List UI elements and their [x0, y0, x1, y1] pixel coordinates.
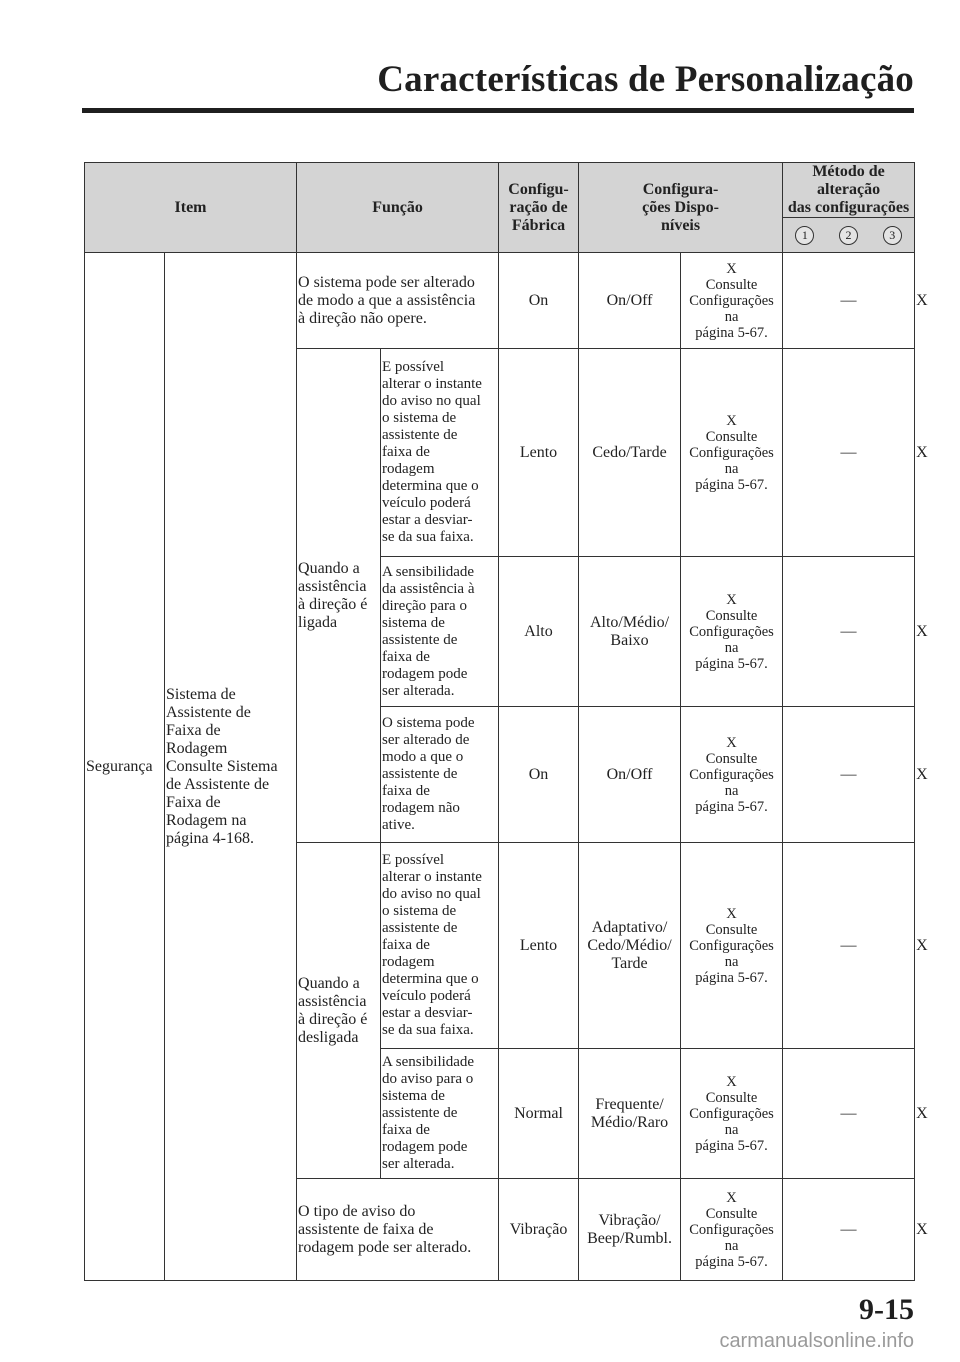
method-3-icon: 3	[883, 226, 902, 245]
text-line: Vibração/	[598, 1211, 661, 1229]
text-line: Rodagem	[166, 739, 228, 757]
text-line: Consulte	[705, 1205, 758, 1222]
text-line: veículo poderá	[382, 988, 471, 1004]
config-fabrica-value: On	[499, 707, 579, 843]
text-line: O sistema pode	[382, 715, 475, 731]
text-line: na	[724, 460, 739, 477]
text-line: Configurações	[689, 766, 774, 783]
table-row: Segurança Sistema de Assistente de Faixa de Rodagem Consulte Sistema de Assistente de Faixa de Rodagem na página 4-168. O sistema pode ser alterado de modo a que a assistência à direção não opere. On On/Off X Consulte Configurações na página 5-67. — X	[85, 253, 915, 349]
config-fabrica-value: Lento	[499, 843, 579, 1049]
text-line: O tipo de aviso do	[298, 1202, 416, 1220]
text-line: níveis	[660, 216, 701, 234]
table-row: Quando a assistência à direção é ligada E possível alterar o instante do aviso no qual o sistema de assistente de faixa de rodagem determina que o veículo poderá estar a desviar- se da sua faixa. Lento Cedo/Tarde X Consulte Configurações na página 5-67. — X	[85, 349, 915, 557]
method-2-value: —	[783, 557, 915, 707]
header-metodo	[783, 163, 915, 218]
text-line: se da sua faixa.	[382, 1022, 474, 1038]
header-item: Item	[85, 163, 297, 253]
text-line: X	[726, 1189, 737, 1206]
text-line: na	[724, 639, 739, 656]
method-2-value: —	[783, 843, 915, 1049]
text-line: E possível	[382, 359, 445, 375]
text-line: Configu-	[508, 180, 569, 198]
text-line: ções Dispo-	[642, 198, 719, 216]
sistema-description	[165, 253, 297, 1281]
text-line: X	[726, 905, 737, 922]
header-funcao: Função	[297, 163, 499, 253]
text-line: se da sua faixa.	[382, 529, 474, 545]
text-line: na	[724, 953, 739, 970]
text-line: On/Off	[606, 765, 653, 783]
text-line: assistente de	[382, 631, 458, 648]
text-line: faixa de	[382, 444, 430, 460]
text-line: da assistência à	[382, 580, 475, 597]
text-line: Consulte	[705, 750, 758, 767]
text-line: Faixa de	[166, 721, 221, 739]
text-line: rodagem não	[382, 800, 460, 816]
config-disponiveis-value	[579, 349, 681, 557]
text-line: sistema de	[382, 614, 445, 631]
text-line: faixa de	[382, 648, 430, 665]
text-line: Consulte	[705, 607, 758, 624]
text-line: X	[726, 260, 737, 277]
text-line: E possível	[382, 852, 445, 868]
text-line: do aviso para o	[382, 1071, 474, 1087]
text-line: Consulte	[705, 921, 758, 938]
config-fabrica-value: Vibração	[499, 1179, 579, 1281]
table-row: Quando a assistência à direção é desligada E possível alterar o instante do aviso no qual o sistema de assistente de faixa de rodagem determina que o veículo poderá estar a desviar- se da sua faixa. Lento Adaptativo/ Cedo/Médio/ Tarde X Consulte Configurações na página 5-67. — X	[85, 843, 915, 1049]
text-line: Método de alteração	[812, 163, 885, 198]
text-line: Configurações	[689, 292, 774, 309]
text-line: de Assistente de	[166, 775, 270, 793]
text-line: Frequente/	[595, 1095, 664, 1113]
text-line: assistente de	[382, 427, 458, 443]
text-line: veículo poderá	[382, 495, 471, 511]
text-line: à direção é	[298, 595, 368, 613]
config-fabrica-value: Alto	[499, 557, 579, 707]
text-line: X	[726, 1073, 737, 1090]
header-config-fabrica	[499, 163, 579, 253]
text-line: na	[724, 308, 739, 325]
method-2-value: —	[783, 1049, 915, 1179]
funcao-cell	[381, 557, 499, 707]
watermark: carmanualsonline.info	[719, 1330, 914, 1352]
text-line: determina que o	[382, 478, 479, 494]
method-2-value: —	[783, 1179, 915, 1281]
text-line: Fábrica	[511, 216, 566, 234]
method-1-value	[681, 1049, 783, 1179]
text-line: Adaptativo/	[591, 918, 668, 936]
text-line: à direção é	[298, 1010, 368, 1028]
text-line: Configurações	[689, 1221, 774, 1238]
text-line: das configurações	[787, 199, 910, 216]
config-fabrica-value: On	[499, 253, 579, 349]
text-line: determina que o	[382, 971, 479, 987]
config-disponiveis-value	[579, 253, 681, 349]
text-line: ligada	[298, 613, 338, 631]
table-row: A sensibilidade do aviso para o sistema de assistente de faixa de rodagem pode ser alterada. Normal Frequente/ Médio/Raro X Consulte Configurações na página 5-67. — X	[85, 1049, 915, 1179]
method-1-value	[681, 843, 783, 1049]
method-1-icon: 1	[795, 226, 814, 245]
config-disponiveis-value	[579, 557, 681, 707]
config-disponiveis-value	[579, 707, 681, 843]
text-line: página 4-168.	[166, 829, 254, 847]
page-number: 9-15	[859, 1293, 914, 1326]
funcao-cell	[381, 1049, 499, 1179]
text-line: página 5-67.	[695, 1253, 768, 1270]
text-line: rodagem pode	[382, 665, 468, 682]
method-2-value: —	[783, 707, 915, 843]
header-methods	[783, 218, 915, 253]
text-line: Configurações	[689, 623, 774, 640]
text-line: página 5-67.	[695, 476, 768, 493]
text-line: Baixo	[610, 631, 649, 649]
text-line: Configurações	[689, 1105, 774, 1122]
text-line: On/Off	[606, 291, 653, 309]
text-line: Rodagem na	[166, 811, 247, 829]
text-line: Configurações	[689, 444, 774, 461]
header-config-disponiveis	[579, 163, 783, 253]
text-line: do aviso no qual	[382, 886, 481, 902]
text-line: Consulte	[705, 1089, 758, 1106]
text-line: o sistema de	[382, 410, 457, 426]
text-line: O sistema pode ser alterado	[298, 273, 475, 291]
text-line: assistente de	[382, 920, 458, 936]
text-line: rodagem	[382, 954, 435, 970]
funcao-cell	[381, 843, 499, 1049]
item-seguranca: Segurança	[85, 253, 165, 1281]
title-rule	[82, 108, 914, 113]
text-line: Cedo/Médio/	[587, 936, 672, 954]
text-line: Consulte	[705, 276, 758, 293]
text-line: Configura-	[642, 180, 719, 198]
text-line: estar a desviar-	[382, 512, 473, 528]
funcao-cell	[381, 349, 499, 557]
text-line: do aviso no qual	[382, 393, 481, 409]
funcao-cell	[297, 253, 499, 349]
text-line: direção para o	[382, 597, 467, 614]
text-line: faixa de	[382, 783, 430, 799]
config-fabrica-value: Normal	[499, 1049, 579, 1179]
text-line: página 5-67.	[695, 969, 768, 986]
text-line: Consulte Sistema	[166, 757, 278, 775]
config-disponiveis-value	[579, 1049, 681, 1179]
table-row: O sistema pode ser alterado de modo a que o assistente de faixa de rodagem não ative. On On/Off X Consulte Configurações na página 5-67. — X	[85, 707, 915, 843]
text-line: Configurações	[689, 937, 774, 954]
text-line: faixa de	[382, 937, 430, 953]
text-line: modo a que o	[382, 749, 464, 765]
text-line: à direção não opere.	[298, 309, 427, 327]
text-line: página 5-67.	[695, 798, 768, 815]
method-2-icon: 2	[839, 226, 858, 245]
text-line: na	[724, 1121, 739, 1138]
text-line: desligada	[298, 1028, 359, 1046]
text-line: ative.	[382, 817, 415, 833]
page-title: Características de Personalização	[377, 59, 914, 100]
text-line: ração de	[509, 198, 568, 216]
text-line: o sistema de	[382, 903, 457, 919]
text-line: Tarde	[611, 954, 648, 972]
text-line: Faixa de	[166, 793, 221, 811]
method-1-value	[681, 707, 783, 843]
text-line: assistente de	[382, 1105, 458, 1121]
method-2-value: —	[783, 349, 915, 557]
text-line: assistente de	[382, 766, 458, 782]
text-line: Beep/Rumbl.	[587, 1229, 672, 1247]
table-row: A sensibilidade da assistência à direção para o sistema de assistente de faixa de rodagem pode ser alterada. Alto Alto/Médio/ Baixo X Consulte Configurações na página 5-67. — X	[85, 557, 915, 707]
text-line: na	[724, 782, 739, 799]
text-line: Alto/Médio/	[589, 613, 670, 631]
method-1-value	[681, 349, 783, 557]
text-line: assistente de faixa de	[298, 1220, 434, 1238]
text-line: ser alterada.	[382, 682, 455, 699]
text-line: página 5-67.	[695, 324, 768, 341]
method-1-value	[681, 253, 783, 349]
config-disponiveis-value	[579, 843, 681, 1049]
text-line: alterar o instante	[382, 376, 482, 392]
funcao-cell	[381, 707, 499, 843]
funcao-cell	[297, 1179, 499, 1281]
text-line: página 5-67.	[695, 1137, 768, 1154]
method-1-value	[681, 1179, 783, 1281]
config-fabrica-value: Lento	[499, 349, 579, 557]
text-line: Quando a	[298, 559, 360, 577]
text-line: na	[724, 1237, 739, 1254]
text-line: ser alterada.	[382, 1156, 455, 1172]
text-line: Consulte	[705, 428, 758, 445]
text-line: rodagem pode ser alterado.	[298, 1238, 472, 1256]
text-line: ser alterado de	[382, 732, 470, 748]
text-line: X	[726, 591, 737, 608]
method-1-value	[681, 557, 783, 707]
text-line: assistência	[298, 992, 367, 1010]
text-line: faixa de	[382, 1122, 430, 1138]
text-line: sistema de	[382, 1088, 445, 1104]
text-line: rodagem pode	[382, 1139, 468, 1155]
group-desligada	[297, 843, 381, 1179]
text-line: alterar o instante	[382, 869, 482, 885]
text-line: Sistema de	[166, 685, 236, 703]
text-line: X	[726, 734, 737, 751]
group-ligada	[297, 349, 381, 843]
table-row: O tipo de aviso do assistente de faixa de rodagem pode ser alterado. Vibração Vibração/ Beep/Rumbl. X Consulte Configurações na página 5-67. — X	[85, 1179, 915, 1281]
text-line: de modo a que a assistência	[298, 291, 476, 309]
text-line: assistência	[298, 577, 367, 595]
text-line: A sensibilidade	[382, 1054, 475, 1070]
text-line: Médio/Raro	[590, 1113, 669, 1131]
text-line: Cedo/Tarde	[592, 443, 667, 461]
customization-table	[84, 162, 928, 1281]
text-line: Quando a	[298, 974, 360, 992]
text-line: estar a desviar-	[382, 1005, 473, 1021]
text-line: página 5-67.	[695, 655, 768, 672]
text-line: Assistente de	[166, 703, 251, 721]
method-2-value: —	[783, 253, 915, 349]
text-line: rodagem	[382, 461, 435, 477]
text-line: X	[726, 412, 737, 429]
text-line: A sensibilidade	[382, 563, 475, 580]
config-disponiveis-value	[579, 1179, 681, 1281]
